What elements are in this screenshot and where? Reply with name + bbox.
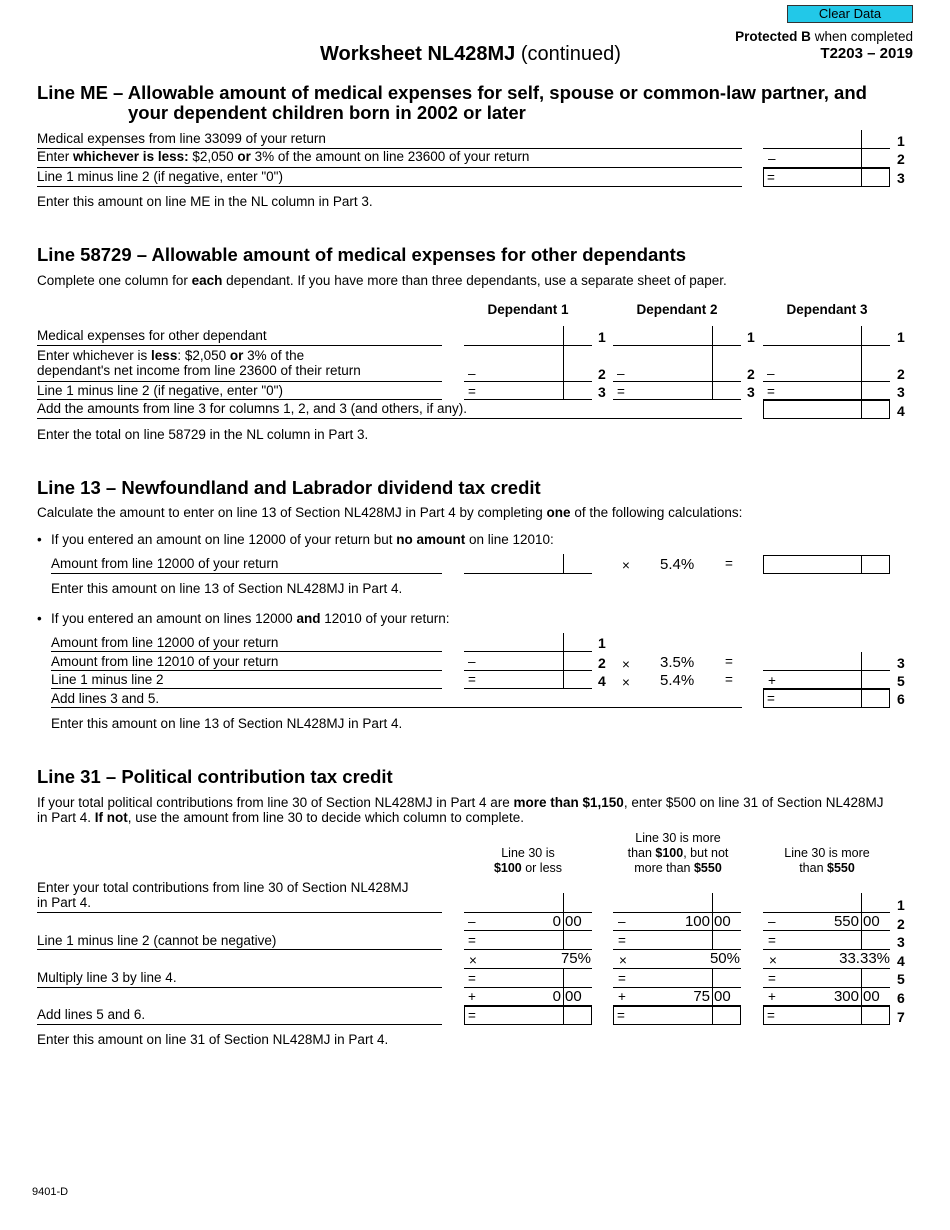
case2-linenum-5: 5 — [897, 673, 905, 689]
case2-row4-line — [51, 707, 742, 708]
pc-row1-label-2: in Part 4. — [37, 895, 92, 910]
case2-line6-cents — [861, 689, 862, 708]
dep3-line3-cents — [861, 382, 862, 399]
dep3-equals: = — [767, 384, 775, 399]
dep2-line3-cents — [712, 382, 713, 399]
pc-c1-equals-3: = — [468, 933, 476, 948]
dep-total-field[interactable] — [763, 400, 890, 419]
case2-times-1: × — [622, 657, 630, 672]
pc-row3-label: Line 1 minus line 2 (cannot be negative) — [37, 933, 277, 948]
case2-line3-cents — [861, 652, 862, 670]
dep1-linenum-1: 1 — [598, 329, 606, 345]
pc-row1-label: Enter your total contributions from line 30 of Section NL428MJ — [37, 880, 409, 895]
pc-c1-line2-cents-value: 00 — [565, 913, 582, 930]
me-linenum-1: 1 — [897, 133, 905, 149]
case2-row3-line — [51, 688, 442, 689]
case2-line3-field[interactable] — [763, 670, 890, 671]
form-code: 9401-D — [32, 1186, 69, 1198]
dep-total-cents — [861, 400, 862, 419]
me-line3-field[interactable] — [763, 168, 890, 187]
pc-c3-rate: 33.33% — [839, 950, 890, 967]
dep2-linenum-2: 2 — [747, 366, 755, 382]
me-line2-cents — [861, 149, 862, 167]
case2-times-2: × — [622, 675, 630, 690]
case2-plus: + — [768, 673, 776, 688]
pc-c2-line7-cents — [712, 1006, 713, 1025]
pc-c2-line6-cents-value: 00 — [714, 988, 731, 1005]
case2-line4-cents — [563, 671, 564, 688]
line-me-heading: Line ME – Allowable amount of medical expenses for self, spouse or common-law partner, and — [37, 82, 867, 103]
case2-linenum-3: 3 — [897, 655, 905, 671]
me-equals-sign: = — [767, 170, 775, 185]
case2-line6-field[interactable] — [763, 689, 890, 708]
case2-text: If you entered an amount on lines 12000 and 12010 of your return: — [51, 611, 450, 626]
pc-row7-line — [37, 1024, 442, 1025]
me-row3-line — [37, 186, 742, 187]
dep-row2-label-2: dependant's net income from line 23600 of their return — [37, 363, 361, 378]
line-me-heading-2: your dependent children born in 2002 or later — [128, 102, 526, 123]
pc-linenum-2: 2 — [897, 916, 905, 932]
pc-c3-line6-cents — [861, 988, 862, 1005]
pc-c3-minus: – — [768, 914, 776, 929]
case2-row4-label: Add lines 3 and 5. — [51, 691, 160, 706]
pc-c2-line6-cents — [712, 988, 713, 1005]
case2-bullet: • — [37, 611, 42, 626]
pc-c2-plus: + — [618, 989, 626, 1004]
pc-c3-line6-dollars: 300 — [833, 988, 859, 1005]
case2-rate-54: 5.4% — [660, 672, 695, 689]
case1-result-field[interactable] — [763, 555, 890, 574]
pc-c1-line2-dollars: 0 — [552, 913, 561, 930]
pc-c3-equals-7: = — [767, 1008, 775, 1023]
me-row1-label: Medical expenses from line 33099 of your return — [37, 131, 326, 146]
case1-bullet: • — [37, 532, 42, 547]
case2-equals-l4: = — [468, 672, 476, 687]
pc-row5-label: Multiply line 3 by line 4. — [37, 970, 177, 985]
pc-linenum-6: 6 — [897, 990, 905, 1006]
dep1-minus: – — [468, 366, 476, 381]
case2-line4-field[interactable] — [464, 688, 592, 689]
pc-c2-line7-field[interactable] — [613, 1006, 741, 1025]
me-line3-cents — [861, 168, 862, 187]
dep2-line2-cents — [712, 346, 713, 381]
case2-line1-field[interactable] — [464, 651, 592, 652]
line-13-heading: Line 13 – Newfoundland and Labrador dividend tax credit — [37, 477, 541, 498]
pc-c2-line5-cents — [712, 969, 713, 987]
dep2-line1-cents — [712, 326, 713, 345]
dep-row4-label: Add the amounts from line 3 for columns 1, 2, and 3 (and others, if any). — [37, 401, 467, 416]
dep1-linenum-2: 2 — [598, 366, 606, 382]
dep3-line1-field[interactable] — [763, 345, 890, 346]
line-31-intro-2: in Part 4. If not, use the amount from line 30 to decide which column to complete. — [37, 810, 524, 825]
dep3-linenum-2: 2 — [897, 366, 905, 382]
dep2-line2-field[interactable] — [613, 381, 741, 382]
case2-line2-cents — [563, 652, 564, 670]
case2-equals-2: = — [725, 672, 733, 687]
dep-row2-line — [37, 381, 442, 382]
col2-header: Line 30 is more than $100, but not more than $550 — [627, 831, 729, 875]
dep2-equals: = — [617, 384, 625, 399]
pc-c3-line7-field[interactable] — [763, 1006, 890, 1025]
me-row3-label: Line 1 minus line 2 (if negative, enter "0") — [37, 169, 283, 184]
dep-row1-line — [37, 345, 442, 346]
case1-amount-cents — [563, 554, 564, 573]
case2-line5-cents — [861, 671, 862, 688]
me-note: Enter this amount on line ME in the NL column in Part 3. — [37, 194, 373, 209]
pc-c2-line4-field — [613, 968, 741, 969]
me-row2-label: Enter whichever is less: $2,050 or 3% of the amount on line 23600 of your return — [37, 149, 530, 164]
line-31-heading: Line 31 – Political contribution tax credit — [37, 766, 393, 787]
pc-c3-line5-cents — [861, 969, 862, 987]
case2-row2-label: Amount from line 12010 of your return — [51, 654, 279, 669]
pc-c3-line7-cents — [861, 1006, 862, 1025]
dep3-line2-cents — [861, 346, 862, 381]
pc-c3-line4-field — [763, 968, 890, 969]
case2-row2-line — [51, 670, 442, 671]
pc-c1-line7-cents — [563, 1006, 564, 1025]
pc-c1-line3-cents — [563, 931, 564, 949]
dep2-line1-field[interactable] — [613, 345, 741, 346]
pc-c1-line4-field — [464, 968, 592, 969]
pc-c3-plus: + — [768, 989, 776, 1004]
pc-c3-line6-cents-value: 00 — [863, 988, 880, 1005]
case1-amount-field[interactable] — [464, 573, 592, 574]
pc-c2-line2-cents — [712, 913, 713, 930]
dep1-line2-cents — [563, 346, 564, 381]
pc-linenum-7: 7 — [897, 1009, 905, 1025]
me-line1-cents — [861, 130, 862, 148]
pc-c2-equals-3: = — [618, 933, 626, 948]
dep-linenum-4: 4 — [897, 403, 905, 419]
pc-row1-line — [37, 912, 442, 913]
pc-linenum-5: 5 — [897, 971, 905, 987]
dep1-linenum-3: 3 — [598, 384, 606, 400]
case2-equals-1: = — [725, 654, 733, 669]
case1-equals: = — [725, 556, 733, 571]
protected-b-label: Protected B when completed — [735, 29, 913, 44]
case1-row-label: Amount from line 12000 of your return — [51, 556, 279, 571]
pc-c3-times: × — [769, 953, 777, 968]
dep1-line3-cents — [563, 382, 564, 399]
me-line1-field[interactable] — [763, 148, 890, 149]
dep1-line3-field[interactable] — [464, 399, 592, 400]
dep1-equals: = — [468, 384, 476, 399]
case2-minus: – — [468, 654, 476, 669]
dep-row1-label: Medical expenses for other dependant — [37, 328, 267, 343]
col3-header: Line 30 is more than $550 — [784, 846, 870, 875]
case2-linenum-4: 4 — [598, 673, 606, 689]
dep2-minus: – — [617, 366, 625, 381]
case2-equals-6: = — [767, 691, 775, 706]
pc-c2-line1-cents — [712, 893, 713, 912]
pc-c2-line2-cents-value: 00 — [714, 913, 731, 930]
page-title: Worksheet NL428MJ (continued) — [320, 43, 621, 65]
dep3-linenum-1: 1 — [897, 329, 905, 345]
pc-c1-line2-cents — [563, 913, 564, 930]
pc-c1-line6-cents — [563, 988, 564, 1005]
dep-row3-label: Line 1 minus line 2 (if negative, enter "0") — [37, 383, 283, 398]
pc-c2-equals-7: = — [617, 1008, 625, 1023]
dep1-line1-cents — [563, 326, 564, 345]
pc-c1-plus: + — [468, 989, 476, 1004]
pc-c1-equals-5: = — [468, 971, 476, 986]
pc-c3-line2-cents — [861, 913, 862, 930]
dependant-2-header: Dependant 2 — [636, 302, 718, 317]
case2-linenum-1: 1 — [598, 635, 606, 651]
line-58729-intro: Complete one column for each dependant. If you have more than three dependants, use a separate sheet of paper. — [37, 273, 727, 288]
pc-row7-label: Add lines 5 and 6. — [37, 1007, 146, 1022]
pc-c1-minus: – — [468, 914, 476, 929]
case2-row1-label: Amount from line 12000 of your return — [51, 635, 279, 650]
case2-row3-label: Line 1 minus line 2 — [51, 672, 164, 687]
pc-c1-times: × — [469, 953, 477, 968]
case2-rate-35: 3.5% — [660, 654, 695, 671]
dep-row3-line — [37, 399, 442, 400]
case2-row1-line — [51, 651, 442, 652]
line-13-intro: Calculate the amount to enter on line 13 of Section NL428MJ in Part 4 by completing one of the following calculations: — [37, 505, 743, 520]
pc-c1-line7-field[interactable] — [464, 1006, 592, 1025]
me-row1-line — [37, 148, 742, 149]
pc-c2-minus: – — [618, 914, 626, 929]
pc-linenum-4: 4 — [897, 953, 905, 969]
dep2-line3-field[interactable] — [613, 399, 741, 400]
dep2-linenum-3: 3 — [747, 384, 755, 400]
case1-rate: 5.4% — [660, 556, 695, 573]
pc-row5-line — [37, 987, 442, 988]
pc-c3-equals-5: = — [768, 971, 776, 986]
dep3-line2-field[interactable] — [763, 381, 890, 382]
me-linenum-3: 3 — [897, 170, 905, 186]
dependant-1-header: Dependant 1 — [487, 302, 569, 317]
case1-note: Enter this amount on line 13 of Section NL428MJ in Part 4. — [51, 581, 403, 596]
pc-c3-line2-cents-value: 00 — [863, 913, 880, 930]
case1-row-line — [51, 573, 442, 574]
pc-c1-line2-field — [464, 930, 592, 931]
pc-c1-line6-dollars: 0 — [552, 988, 561, 1005]
pc-c3-line2-dollars: 550 — [833, 913, 859, 930]
pc-c2-line6-dollars: 75 — [693, 988, 710, 1005]
dep-row4-line — [37, 418, 742, 419]
pc-c3-line2-field — [763, 930, 890, 931]
dependant-3-header: Dependant 3 — [786, 302, 868, 317]
case2-note: Enter this amount on line 13 of Section NL428MJ in Part 4. — [51, 716, 403, 731]
dep3-linenum-3: 3 — [897, 384, 905, 400]
col1-header: Line 30 is $100 or less — [493, 846, 563, 875]
line-58729-heading: Line 58729 – Allowable amount of medical expenses for other dependants — [37, 244, 687, 265]
pc-c2-rate: 50% — [709, 950, 740, 967]
pc-c2-line2-field — [613, 930, 741, 931]
case1-times: × — [622, 558, 630, 573]
pc-c2-times: × — [619, 953, 627, 968]
me-linenum-2: 2 — [897, 151, 905, 167]
clear-data-button[interactable]: Clear Data — [787, 5, 913, 23]
case1-text: If you entered an amount on line 12000 of your return but no amount on line 12010: — [51, 532, 554, 547]
pc-c1-line6-cents-value: 00 — [565, 988, 582, 1005]
dep-note: Enter the total on line 58729 in the NL column in Part 3. — [37, 427, 369, 442]
pc-c2-line3-cents — [712, 931, 713, 949]
pc-linenum-3: 3 — [897, 934, 905, 950]
case2-linenum-2: 2 — [598, 655, 606, 671]
pc-c1-line5-cents — [563, 969, 564, 987]
pc-c3-line1-cents — [861, 893, 862, 912]
me-row2-line — [37, 167, 742, 168]
line-31-intro: If your total political contributions from line 30 of Section NL428MJ in Part 4 are more than $1,150, enter $500 on line 31 of Section NL428MJ — [37, 795, 884, 810]
case2-linenum-6: 6 — [897, 691, 905, 707]
case1-result-cents — [861, 555, 862, 574]
pc-c2-equals-5: = — [618, 971, 626, 986]
pc-row3-line — [37, 949, 442, 950]
case2-line2-field[interactable] — [464, 670, 592, 671]
dep3-line1-cents — [861, 326, 862, 345]
pc-c1-line1-cents — [563, 893, 564, 912]
pc-linenum-1: 1 — [897, 897, 905, 913]
pc-c3-equals-3: = — [768, 933, 776, 948]
pc-c1-equals-7: = — [468, 1008, 476, 1023]
dep1-line2-field[interactable] — [464, 381, 592, 382]
form-id: T2203 – 2019 — [820, 45, 913, 62]
dep1-line1-field[interactable] — [464, 345, 592, 346]
case2-line1-cents — [563, 633, 564, 651]
me-minus-sign: – — [768, 151, 776, 166]
pc-c2-line2-dollars: 100 — [684, 913, 710, 930]
pc-c1-rate: 75% — [560, 950, 591, 967]
dep-row2-label: Enter whichever is less: $2,050 or 3% of the — [37, 348, 305, 363]
dep3-minus: – — [767, 366, 775, 381]
pc-c3-line3-cents — [861, 931, 862, 949]
dep2-linenum-1: 1 — [747, 329, 755, 345]
pc-note: Enter this amount on line 31 of Section NL428MJ in Part 4. — [37, 1032, 389, 1047]
